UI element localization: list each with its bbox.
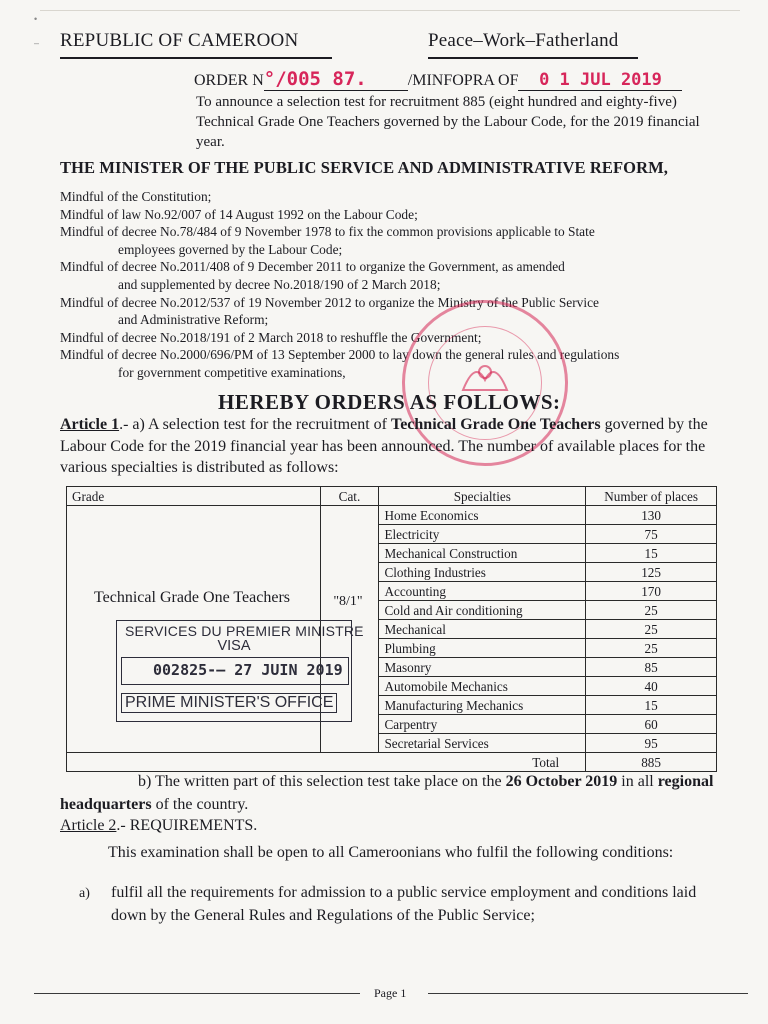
mindful-item: Mindful of the Constitution; — [60, 189, 212, 204]
header-category: Cat. — [320, 487, 379, 506]
article-1 — [60, 414, 750, 479]
header-places: Number of places — [586, 487, 717, 506]
specialty-cell: Mechanical — [379, 620, 586, 639]
visa-stamp-title: VISA — [217, 638, 251, 654]
places-cell: 15 — [586, 544, 717, 563]
mindful-item: Mindful of decree No.2018/191 of 2 March 2018 to reshuffle the Government; — [60, 329, 482, 345]
part-b-marker: b) — [138, 773, 152, 790]
article-2-label: Article 2 — [60, 817, 117, 834]
article-1-part-b — [60, 770, 750, 816]
places-cell: 130 — [586, 506, 717, 525]
places-cell: 125 — [586, 563, 717, 582]
order-number-stamp: °/005 87. — [264, 68, 408, 91]
visa-stamp-number: 002825-— 27 JUIN 2019 — [153, 661, 343, 679]
places-cell: 25 — [586, 620, 717, 639]
mindful-list — [60, 188, 730, 382]
mindful-item-continuation: employees governed by the Labour Code; — [118, 241, 343, 257]
specialty-cell: Electricity — [379, 525, 586, 544]
country-name: REPUBLIC OF CAMEROON — [60, 30, 299, 51]
specialty-cell: Carpentry — [379, 715, 586, 734]
requirement-a-text: fulfil all the requirements for admission to a public service employment and conditions laid down by the General Rules and Regulations of the Public Service; — [111, 884, 697, 924]
order-date-field — [518, 70, 682, 91]
part-b-text: of the country. — [151, 796, 249, 813]
places-cell: 85 — [586, 658, 717, 677]
visa-stamp — [116, 620, 364, 722]
grade-name: Technical Grade One Teachers — [93, 589, 291, 606]
category-value: "8/1" — [333, 594, 363, 609]
part-b-place: regional headquarters — [60, 773, 714, 813]
margin-mark: – — [34, 38, 40, 48]
table-row — [67, 506, 717, 525]
scan-top-edge — [40, 10, 740, 11]
table-header-row — [67, 487, 717, 506]
visa-stamp-footer: PRIME MINISTER'S OFFICE — [121, 693, 337, 713]
mindful-item: Mindful of decree No.2011/408 of 9 December 2011 to organize the Government, as amended — [60, 259, 565, 275]
total-value: 885 — [586, 753, 717, 772]
order-purpose: To announce a selection test for recruitment 885 (eight hundred and eighty-five) Technical Grade One Teachers governed by the Labour Code, for the 2019 financial year. — [196, 94, 700, 150]
article-1-text-end: governed by the Labour Code for the 2019 financial year has been announced. The number of available places for the various specialties is distributed as follows: — [60, 416, 708, 476]
article-1-bold-phrase: Technical Grade One Teachers — [391, 416, 601, 433]
places-cell: 40 — [586, 677, 717, 696]
mindful-item: Mindful of decree No.2012/537 of 19 November 2012 to organize the Ministry of the Public Service — [60, 294, 599, 310]
mindful-item-continuation: and supplemented by decree No.2018/190 of 2 March 2018; — [118, 276, 441, 292]
mindful-item: Mindful of decree No.2000/696/PM of 13 September 2000 to lay down the general rules and regulations — [60, 347, 620, 363]
part-b-text: in all — [617, 773, 658, 790]
exam-eligibility-text: This examination shall be open to all Cameroonians who fulfil the following conditions: — [108, 844, 674, 861]
article-2-title: .- REQUIREMENTS. — [116, 817, 258, 834]
hereby-orders-heading: HEREBY ORDERS AS FOLLOWS: — [218, 390, 561, 414]
header-specialties: Specialties — [379, 487, 586, 506]
requirement-a-marker: a) — [79, 886, 90, 901]
specialty-cell: Plumbing — [379, 639, 586, 658]
order-reference — [194, 68, 682, 91]
specialty-cell: Home Economics — [379, 506, 586, 525]
national-motto: Peace–Work–Fatherland — [428, 30, 619, 51]
exam-eligibility — [60, 842, 727, 865]
order-ministry: /MINFOPRA OF — [407, 72, 519, 89]
motto-underline — [428, 57, 638, 59]
specialty-cell: Masonry — [379, 658, 586, 677]
footer-rule-left — [34, 993, 360, 994]
places-cell: 25 — [586, 601, 717, 620]
places-cell: 170 — [586, 582, 717, 601]
margin-mark: • — [34, 14, 38, 24]
specialty-cell: Cold and Air conditioning — [379, 601, 586, 620]
order-prefix: ORDER N — [194, 72, 264, 89]
minister-title: THE MINISTER OF THE PUBLIC SERVICE AND ADMINISTRATIVE REFORM, — [60, 158, 669, 177]
specialty-cell: Clothing Industries — [379, 563, 586, 582]
part-b-text: The written part of this selection test take place on the — [151, 773, 506, 790]
specialty-cell: Mechanical Construction — [379, 544, 586, 563]
mindful-item: Mindful of law No.92/007 of 14 August 1992 on the Labour Code; — [60, 206, 418, 222]
page-number: Page 1 — [374, 986, 407, 1000]
places-cell: 15 — [586, 696, 717, 715]
mindful-item-continuation: and Administrative Reform; — [118, 312, 269, 328]
total-label: Total — [67, 753, 586, 772]
places-cell: 60 — [586, 715, 717, 734]
specialty-cell: Secretarial Services — [379, 734, 586, 753]
footer-rule-right — [428, 993, 748, 994]
specialty-cell: Manufacturing Mechanics — [379, 696, 586, 715]
article-1-label: Article 1 — [60, 416, 120, 433]
places-cell: 25 — [586, 639, 717, 658]
article-1-part-a: .- a) — [119, 416, 145, 433]
places-cell: 95 — [586, 734, 717, 753]
requirement-a — [60, 882, 727, 927]
country-underline — [60, 57, 332, 59]
mindful-item-continuation: for government competitive examinations, — [118, 364, 346, 380]
header-grade: Grade — [67, 487, 321, 506]
places-cell: 75 — [586, 525, 717, 544]
order-date-stamp: 0 1 JUL 2019 — [539, 70, 662, 90]
part-b-date: 26 October 2019 — [505, 773, 618, 790]
specialty-cell: Accounting — [379, 582, 586, 601]
article-1-text: A selection test for the recruitment of — [144, 416, 391, 433]
mindful-item: Mindful of decree No.78/484 of 9 November 1978 to fix the common provisions applicable to State — [60, 224, 595, 240]
article-2-heading — [60, 817, 257, 835]
table-total-row — [67, 753, 717, 772]
specialty-cell: Automobile Mechanics — [379, 677, 586, 696]
visa-stamp-office: SERVICES DU PREMIER MINISTRE — [125, 623, 364, 639]
